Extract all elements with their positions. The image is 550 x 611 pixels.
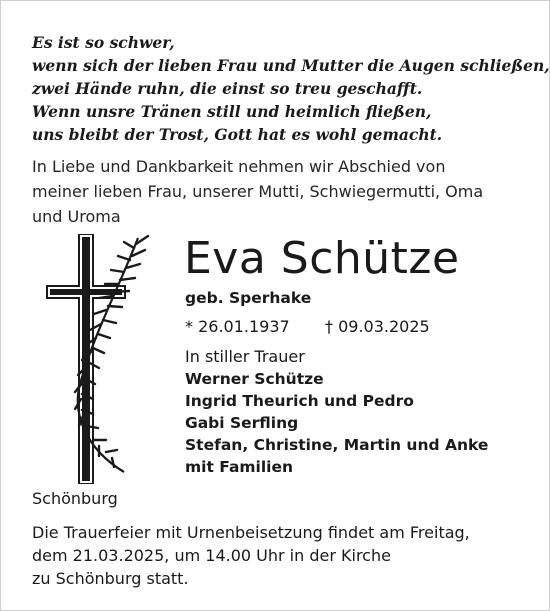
mourner-name: Gabi Serfling [185, 414, 299, 432]
poem-line: zwei Hände ruhn, die einst so treu geschafft. [32, 79, 423, 98]
funeral-line: dem 21.03.2025, um 14.00 Uhr in der Kirche [32, 546, 391, 565]
funeral-info [32, 521, 532, 590]
poem-line: uns bleibt der Trost, Gott hat es wohl gemacht. [32, 125, 443, 144]
mourners-list [185, 368, 488, 478]
intro-line: und Uroma [32, 207, 121, 226]
mourner-name: Stefan, Christine, Martin und Anke [185, 436, 489, 454]
mourner-name: Ingrid Theurich und Pedro [185, 392, 414, 410]
mourner-name: Werner Schütze [185, 370, 324, 388]
deceased-name: Eva Schütze [184, 233, 460, 284]
place-name: Schönburg [32, 489, 118, 508]
poem-line: Wenn unsre Tränen still und heimlich fließen, [32, 102, 432, 121]
death-date: † 09.03.2025 [325, 317, 430, 336]
intro-line: In Liebe und Dankbarkeit nehmen wir Abschied von [32, 157, 446, 176]
cross-with-palm-branch-icon [46, 234, 166, 484]
intro-text [32, 154, 532, 229]
poem [32, 31, 550, 146]
birth-date: * 26.01.1937 [185, 317, 290, 336]
maiden-name: geb. Sperhake [185, 289, 312, 307]
mourner-name: mit Familien [185, 458, 294, 476]
intro-line: meiner lieben Frau, unserer Mutti, Schwiegermutti, Oma [32, 182, 484, 201]
mourning-label: In stiller Trauer [185, 347, 305, 366]
life-dates [185, 315, 430, 339]
funeral-line: zu Schönburg statt. [32, 569, 189, 588]
poem-line: wenn sich der lieben Frau und Mutter die Augen schließen, [32, 56, 550, 75]
funeral-line: Die Trauerfeier mit Urnenbeisetzung findet am Freitag, [32, 523, 470, 542]
poem-line: Es ist so schwer, [32, 33, 175, 52]
